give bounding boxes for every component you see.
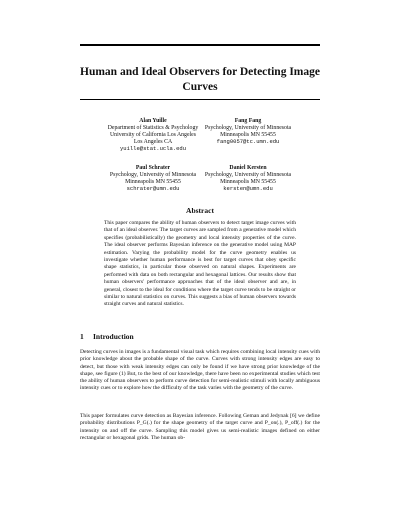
author-affiliation: Psychology, University of Minnesota: [204, 124, 292, 131]
paper-title: Human and Ideal Observers for Detecting Image Curves: [80, 66, 320, 93]
body-paragraph: This paper formulates curve detection as Bayesian inference. Following Geman and Jedynak [6] we define probability distributions P_G(.) for the shape geometry of the target curve and P_on(.), P_off(.) for the intensity on and off the curve. Sampling this model gives us semi-realistic images defined on either rectangular or hexagonal grids. The human ob-: [80, 413, 320, 441]
title-bottom-rule: [80, 99, 320, 100]
author-name: Paul Schrater: [135, 165, 171, 171]
title-top-rule: [80, 44, 320, 46]
section-number: 1: [80, 332, 84, 341]
author-email: kersten@umn.edu: [223, 184, 273, 192]
author-affiliation: Minneapolis MN 55455: [220, 131, 276, 138]
author-email: yuille@stat.ucla.edu: [119, 144, 186, 152]
abstract-heading: Abstract: [186, 206, 214, 215]
body-paragraph: Detecting curves in images is a fundamental visual task which requires combining local intensity cues with prior knowledge about the probable shape of the curve. Curves with strong intensity edges are easy to detect, but those with weak intensity edges can only be found if we have strong prior knowledge of the shape, see figure (1) But, to the best of our knowledge, there have been no experimental studies which test the ability of human observers to perform curve detection for semi-realistic stimuli with locally ambiguous intensity cues or to explore how the difficulty of the task varies with the geometry of the curve.: [80, 349, 320, 392]
author-affiliation: Psychology, University of Minnesota: [204, 171, 292, 178]
author-email: schrater@umn.edu: [126, 184, 180, 192]
author-affiliation: Los Angeles CA: [133, 138, 173, 145]
section-title: Introduction: [93, 332, 134, 341]
author-email: fang0057@tc.umn.edu: [216, 137, 280, 145]
author-affiliation: Minneapolis MN 55455: [220, 178, 276, 185]
author-block: [173, 118, 323, 146]
abstract-text: This paper compares the ability of human observers to detect target image curves with that of an ideal observer. The target curves are sampled from a generative model which specifies (probabilistically) the geometry and local intensity properties of the curve. The ideal observer performs Bayesian inference on the generative model using MAP estimation. Varying the probability model for the curve geometry enables us investigate whether human performance is best for target curves that obey specific shape statistics, in particular those observed on natural shapes. Experiments are performed with data on both rectangular and hexagonal lattices. Our results show that human observers' performance approaches that of the ideal observer and are, in general, closest to the ideal for conditions where the target curve tends to be straight or similar to natural statistics on curves. This suggests a bias of human observers towards straight curves and natural statistics.: [104, 220, 296, 308]
author-block: [173, 165, 323, 193]
author-name: Alan Yuille: [139, 118, 167, 124]
author-affiliation: Department of Statistics & Psychology: [107, 124, 199, 131]
author-affiliation: Minneapolis MN 55455: [125, 178, 181, 185]
author-affiliation: University of California Los Angeles: [110, 131, 196, 138]
author-affiliation: Psychology, University of Minnesota: [109, 171, 197, 178]
author-name: Daniel Kersten: [229, 165, 267, 171]
section-heading: [80, 332, 134, 341]
author-name: Fang Fang: [234, 118, 262, 124]
